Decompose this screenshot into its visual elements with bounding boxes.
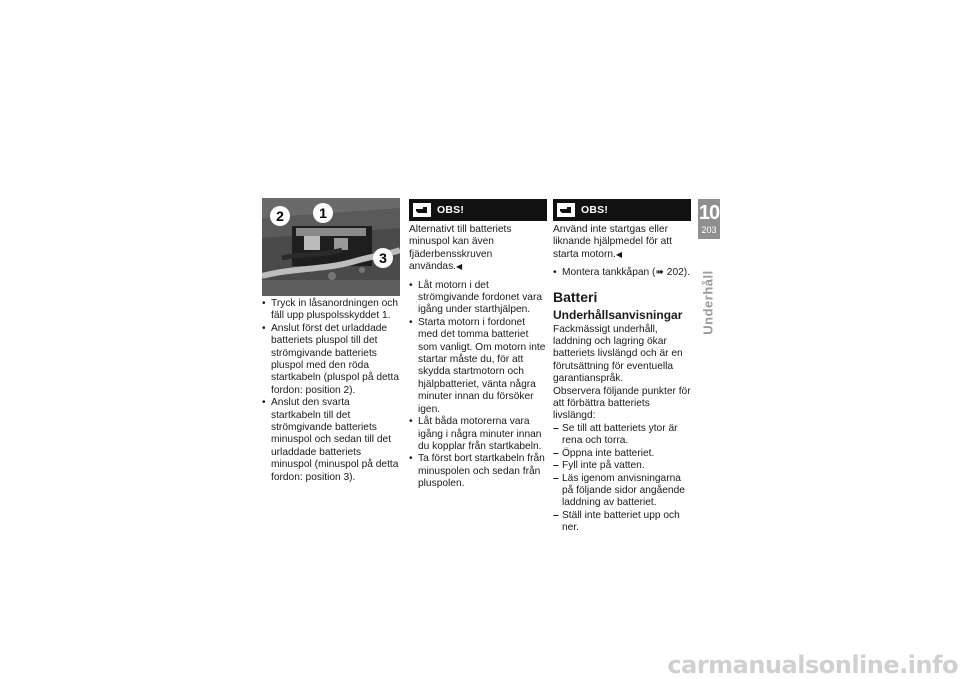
list-item: • Starta motorn i fordonet med det tomma batteriet som vanligt. Om motorn inte startar måste du, för att skydda startmotorn och hjälpbatteriet, vänta några minuter innan du försöker igen. [409,317,547,416]
callout-2 [270,206,290,226]
note-header-1 [409,199,547,221]
warning-hand-icon [413,203,431,217]
observe-paragraph: Observera följande punkter för att förbättra batteriets livslängd: [553,385,691,422]
watermark: carmanualsonline.info [667,651,958,679]
note-header-2 [553,199,691,221]
callout-2-label: 2 [276,208,284,224]
battery-photo [262,198,400,296]
column-1 [262,298,402,484]
maintenance-list [553,423,691,535]
col2-steps [409,280,547,491]
list-item: • Låt motorn i det strömgivande fordonet vara igång under starthjälpen. [409,280,547,317]
chapter-number: 10 [698,202,720,224]
note-text-body: Alternativt till batteriets minuspol kan även fjäderbensskruven användas. [409,224,512,273]
callout-1 [313,203,333,223]
list-item: • Tryck in låsanordningen och fäll upp pluspolsskyddet 1. [262,298,402,323]
section-title: Batteri [553,288,598,305]
callout-3 [373,248,393,268]
list-item: • Låt båda motorerna vara igång i några minuter innan du kopplar från startkabeln. [409,416,547,453]
note-text [553,224,691,261]
list-item: – Ställ inte batteriet upp och ner. [553,510,691,535]
subsection-title: Underhållsanvisningar [553,307,683,322]
list-item: – Läs igenom anvisningarna på följande sidor angående laddning av batteriet. [553,473,691,510]
col3-steps [553,267,691,279]
list-item: • Anslut den svarta startkabeln till det strömgivande batteriets minuspol och sedan till det urladdade batteriets minuspol (minuspol på detta fordon: position 3). [262,397,402,484]
warning-hand-icon [557,203,575,217]
list-item: – Öppna inte batteriet. [553,448,691,460]
column-2 [409,224,547,491]
callout-1-label: 1 [319,205,327,221]
list-item: • Anslut först det urladdade batteriets pluspol till det strömgivande batteriets pluspol med den röda startkabeln (pluspol på detta fordon: position 2). [262,323,402,397]
column-3 [553,224,691,535]
end-mark-icon: ◀ [456,262,463,272]
page-number: 203 [701,225,717,235]
list-item: • Ta först bort startkabeln från minuspolen och sedan från pluspolen. [409,453,547,490]
note-title: OBS! [581,204,609,216]
note-text [409,224,547,274]
list-item: – Fyll inte på vatten. [553,460,691,472]
chapter-side-label-text: Underhåll [700,269,716,335]
note-title: OBS! [437,204,465,216]
chapter-tab [698,199,720,239]
end-mark-icon: ◀ [615,249,623,259]
chapter-side-label [697,269,719,335]
list-item: – Se till att batteriets ytor är rena och torra. [553,423,691,448]
callout-3-label: 3 [379,250,387,266]
intro-paragraph: Fackmässigt underhåll, laddning och lagring ökar batteriets livslängd och är en förutsättning för eventuella garantianspråk. [553,323,683,385]
note-text-body: Använd inte startgas eller liknande hjälpmedel för att starta motorn. [553,224,672,260]
list-item: • Montera tankkåpan (➠ 202). [553,267,691,279]
col1-steps [262,298,402,484]
